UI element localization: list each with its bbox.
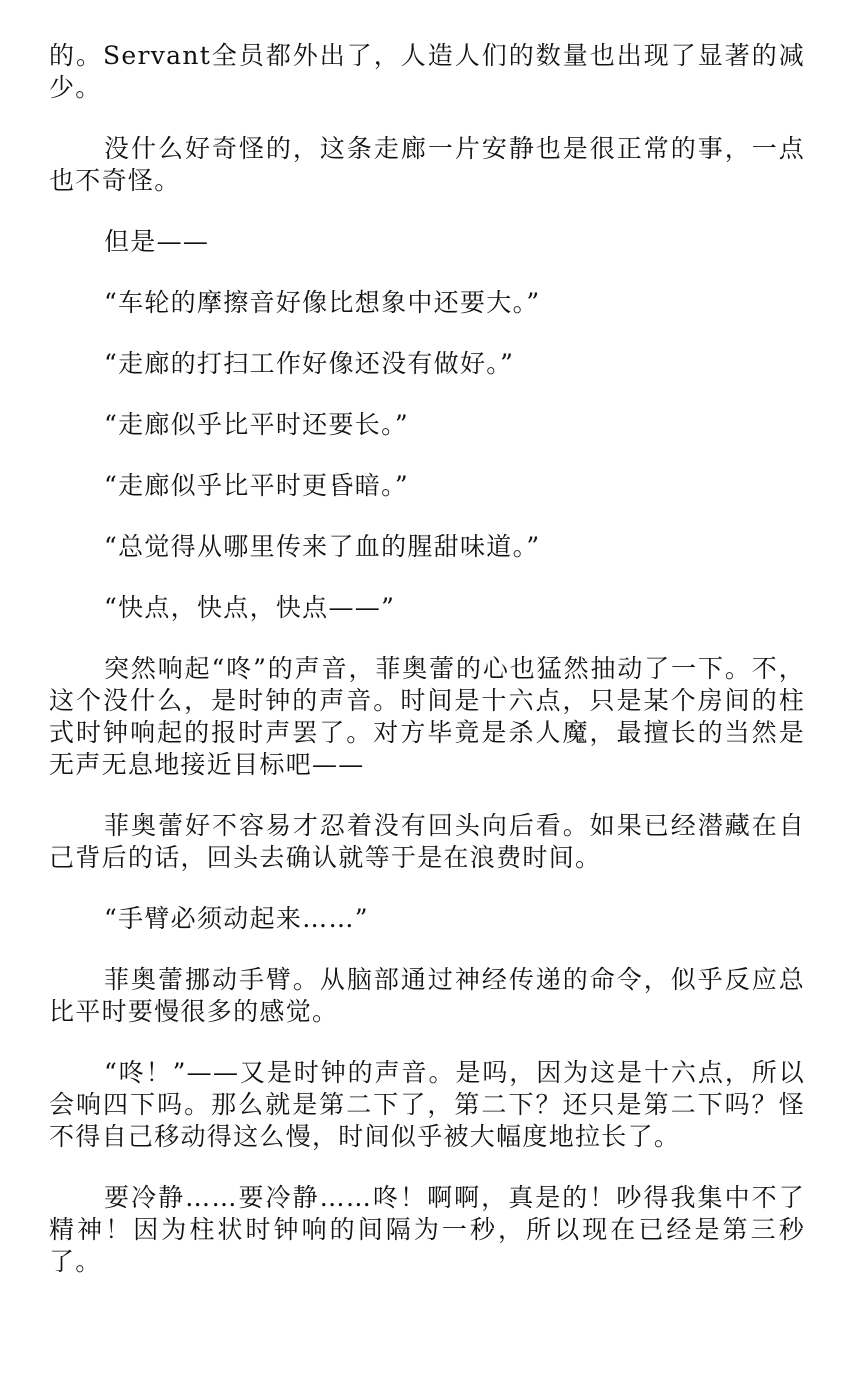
paragraph: 要冷静……要冷静……咚！啊啊，真是的！吵得我集中不了精神！因为柱状时钟响的间隔为一秒，所以现在已经是第三秒了。: [49, 1183, 805, 1276]
dialogue-line: “走廊似乎比平时还要长。”: [104, 410, 409, 439]
paragraph-continuation: 的。Servant全员都外出了，人造人们的数量也出现了显著的减少。: [49, 41, 805, 102]
paragraph: “咚！”——又是时钟的声音。是吗，因为这是十六点，所以会响四下吗。那么就是第二下了，第二下？还只是第二下吗？怪不得自己移动得这么慢，时间似乎被大幅度地拉长了。: [49, 1058, 805, 1151]
dialogue-line: “快点，快点，快点——”: [104, 593, 396, 622]
paragraph: 菲奥蕾挪动手臂。从脑部通过神经传递的命令，似乎反应总比平时要慢很多的感觉。: [49, 965, 805, 1026]
dialogue-line: “走廊似乎比平时更昏暗。”: [104, 471, 409, 500]
dialogue-line: “总觉得从哪里传来了血的腥甜味道。”: [104, 532, 541, 561]
dialogue-line: “车轮的摩擦音好像比想象中还要大。”: [104, 288, 541, 317]
paragraph: 没什么好奇怪的，这条走廊一片安静也是很正常的事，一点也不奇怪。: [49, 134, 805, 195]
paragraph: 但是——: [104, 227, 210, 256]
dialogue-line: “走廊的打扫工作好像还没有做好。”: [104, 349, 515, 378]
page-text: [49, 40, 805, 1307]
paragraph: 菲奥蕾好不容易才忍着没有回头向后看。如果已经潜藏在自己背后的话，回头去确认就等于是在浪费时间。: [49, 811, 805, 872]
paragraph: 突然响起“咚”的声音，菲奥蕾的心也猛然抽动了一下。不，这个没什么，是时钟的声音。时间是十六点，只是某个房间的柱式时钟响起的报时声罢了。对方毕竟是杀人魔，最擅长的当然是无声无息地接近目标吧——: [49, 654, 805, 779]
dialogue-line: “手臂必须动起来……”: [104, 904, 369, 933]
